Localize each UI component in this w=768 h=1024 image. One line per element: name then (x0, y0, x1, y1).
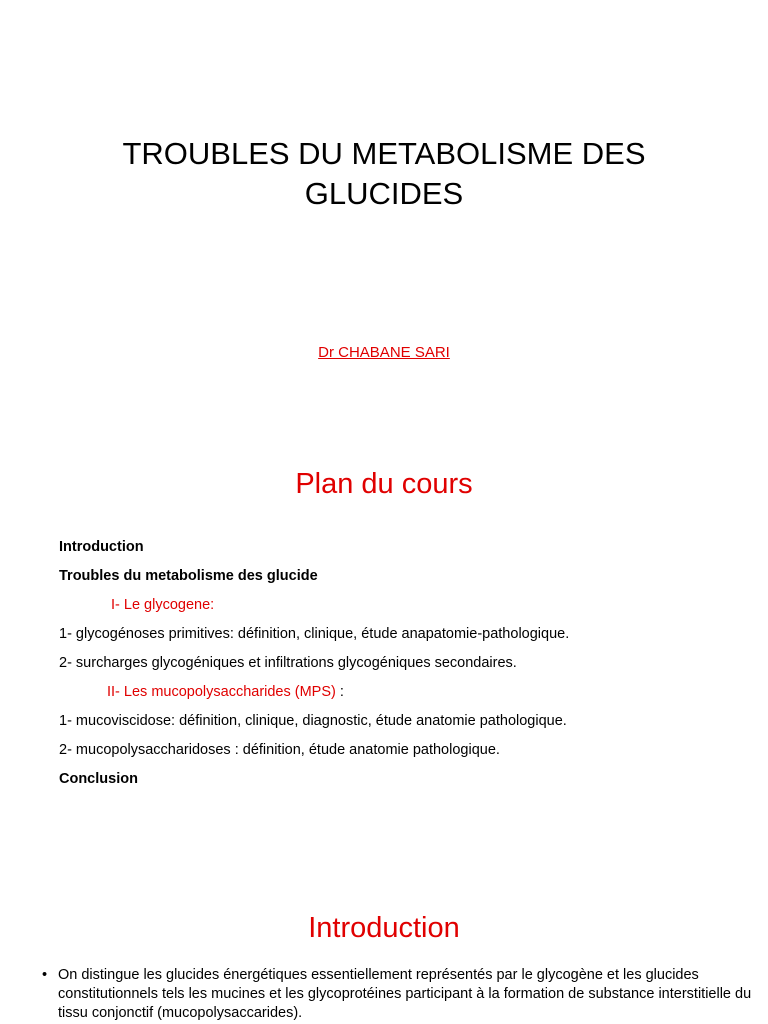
plan-item-glycogenoses: 1- glycogénoses primitives: définition, clinique, étude anapatomie-pathologique. (59, 626, 570, 642)
plan-item-introduction: Introduction (59, 539, 144, 555)
plan-item-mps-suffix: : (335, 684, 344, 700)
introduction-heading: Introduction (308, 912, 460, 944)
plan-item-troubles: Troubles du metabolisme des glucide (59, 568, 318, 584)
plan-item-surcharges: 2- surcharges glycogéniques et infiltrations glycogéniques secondaires. (59, 655, 517, 671)
plan-item-conclusion: Conclusion (59, 771, 138, 787)
author-link[interactable]: Dr CHABANE SARI (318, 344, 450, 361)
presentation-title: TROUBLES DU METABOLISME DES GLUCIDES (122, 136, 646, 211)
bullet-icon: • (42, 967, 48, 983)
introduction-slide (0, 880, 768, 1024)
plan-item-mucoviscidose: 1- mucoviscidose: définition, clinique, diagnostic, étude anatomie pathologique. (59, 713, 567, 729)
plan-heading: Plan du cours (295, 468, 473, 500)
plan-item-mps (59, 678, 749, 707)
title-slide (0, 0, 768, 420)
plan-item-mucopolysaccharidoses: 2- mucopolysaccharidoses : définition, étude anatomie pathologique. (59, 742, 500, 758)
plan-list (59, 533, 749, 794)
introduction-bullet (42, 966, 762, 1023)
introduction-bullet-text: On distingue les glucides énergétiques essentiellement représentés par le glycogène et les glucides constitutionnels tels les mucines et les glycoprotéines participant à la formation de substance interstitielle du tissu conjonctif (mucopolysaccarides). (58, 967, 752, 1021)
plan-slide (0, 420, 768, 880)
plan-item-glycogene: I- Le glycogene: (111, 597, 215, 613)
plan-item-mps-label: II- Les mucopolysaccharides (MPS) (107, 684, 336, 700)
